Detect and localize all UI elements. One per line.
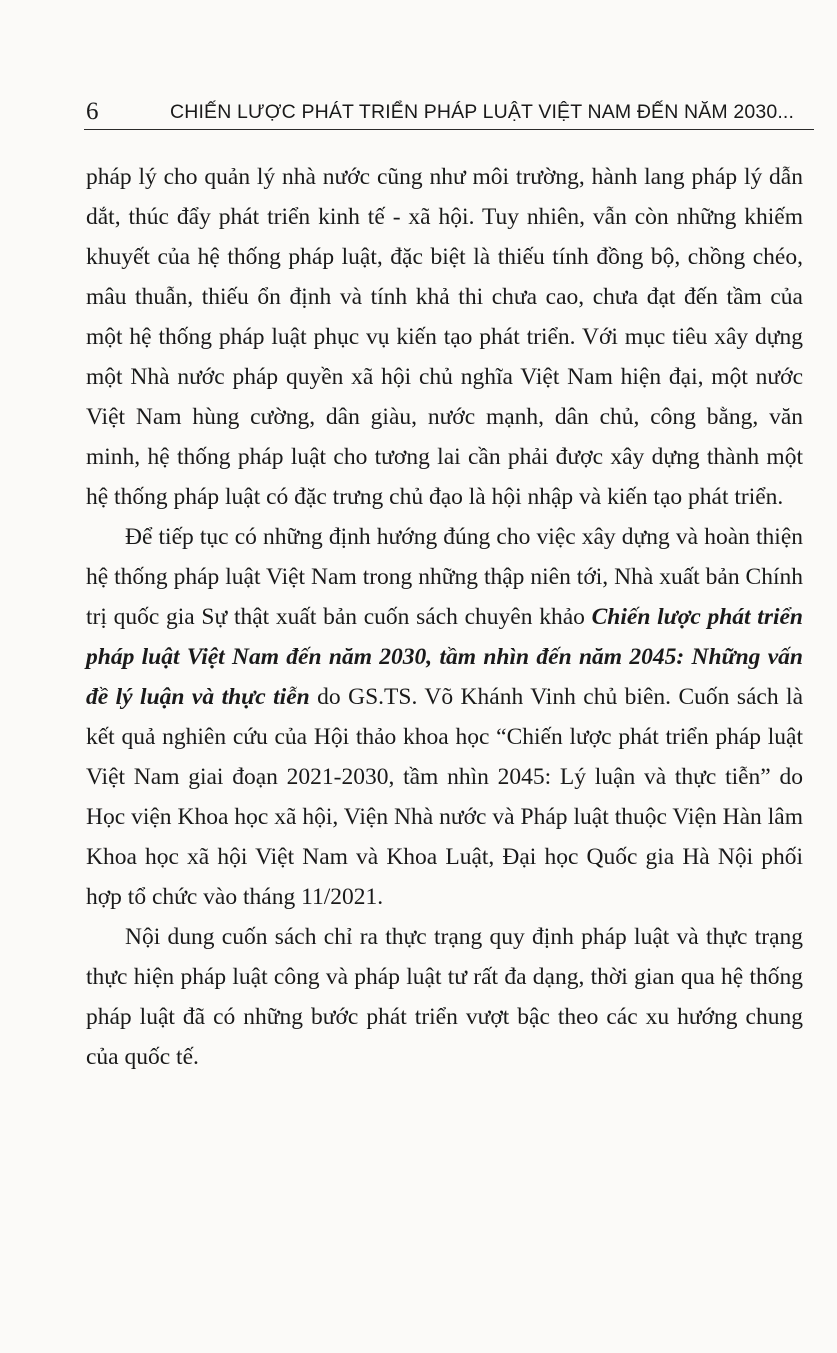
paragraph-1: pháp lý cho quản lý nhà nước cũng như môi trường, hành lang pháp lý dẫn dắt, thúc đẩy phát triển kinh tế - xã hội. Tuy nhiên, vẫn còn những khiếm khuyết của hệ thống pháp luật, đặc biệt là thiếu tính đồng bộ, chồng chéo, mâu thuẫn, thiếu ổn định và tính khả thi chưa cao, chưa đạt đến tầm của một hệ thống pháp luật phục vụ kiến tạo phát triển. Với mục tiêu xây dựng một Nhà nước pháp quyền xã hội chủ nghĩa Việt Nam hiện đại, một nước Việt Nam hùng cường, dân giàu, nước mạnh, dân chủ, công bằng, văn minh, hệ thống pháp luật cho tương lai cần phải được xây dựng thành một hệ thống pháp luật có đặc trưng chủ đạo là hội nhập và kiến tạo phát triển. — [86, 164, 803, 510]
paragraph-2 — [86, 517, 803, 917]
running-header — [86, 96, 811, 126]
running-title: CHIẾN LƯỢC PHÁT TRIỂN PHÁP LUẬT VIỆT NAM ĐẾN NĂM 2030... — [170, 101, 795, 123]
body-text — [86, 157, 803, 1077]
paragraph-2-rest: do GS.TS. Võ Khánh Vinh chủ biên. Cuốn sách là kết quả nghiên cứu của Hội thảo khoa học “Chiến lược phát triển pháp luật Việt Nam giai đoạn 2021-2030, tầm nhìn 2045: Lý luận và thực tiễn” do Học viện Khoa học xã hội, Viện Nhà nước và Pháp luật thuộc Viện Hàn lâm Khoa học xã hội Việt Nam và Khoa Luật, Đại học Quốc gia Hà Nội phối hợp tổ chức vào tháng 11/2021. — [86, 684, 804, 910]
header-rule — [84, 129, 814, 130]
paragraph-2-intro: Để tiếp tục có những định hướng đúng cho việc xây dựng và hoàn thiện hệ thống pháp luật Việt Nam trong những thập niên tới, Nhà xuất bản Chính trị quốc gia Sự thật xuất bản cuốn sách chuyên khảo — [86, 524, 803, 630]
book-title: Chiến lược phát triển pháp luật Việt Nam đến năm 2030, tầm nhìn đến năm 2045: Những vấn đề lý luận và thực tiễn — [86, 604, 803, 710]
paragraph-3: Nội dung cuốn sách chỉ ra thực trạng quy định pháp luật và thực trạng thực hiện pháp luật công và pháp luật tư rất đa dạng, thời gian qua hệ thống pháp luật đã có những bước phát triển vượt bậc theo các xu hướng chung của quốc tế. — [86, 924, 803, 1070]
page-number: 6 — [86, 98, 99, 125]
